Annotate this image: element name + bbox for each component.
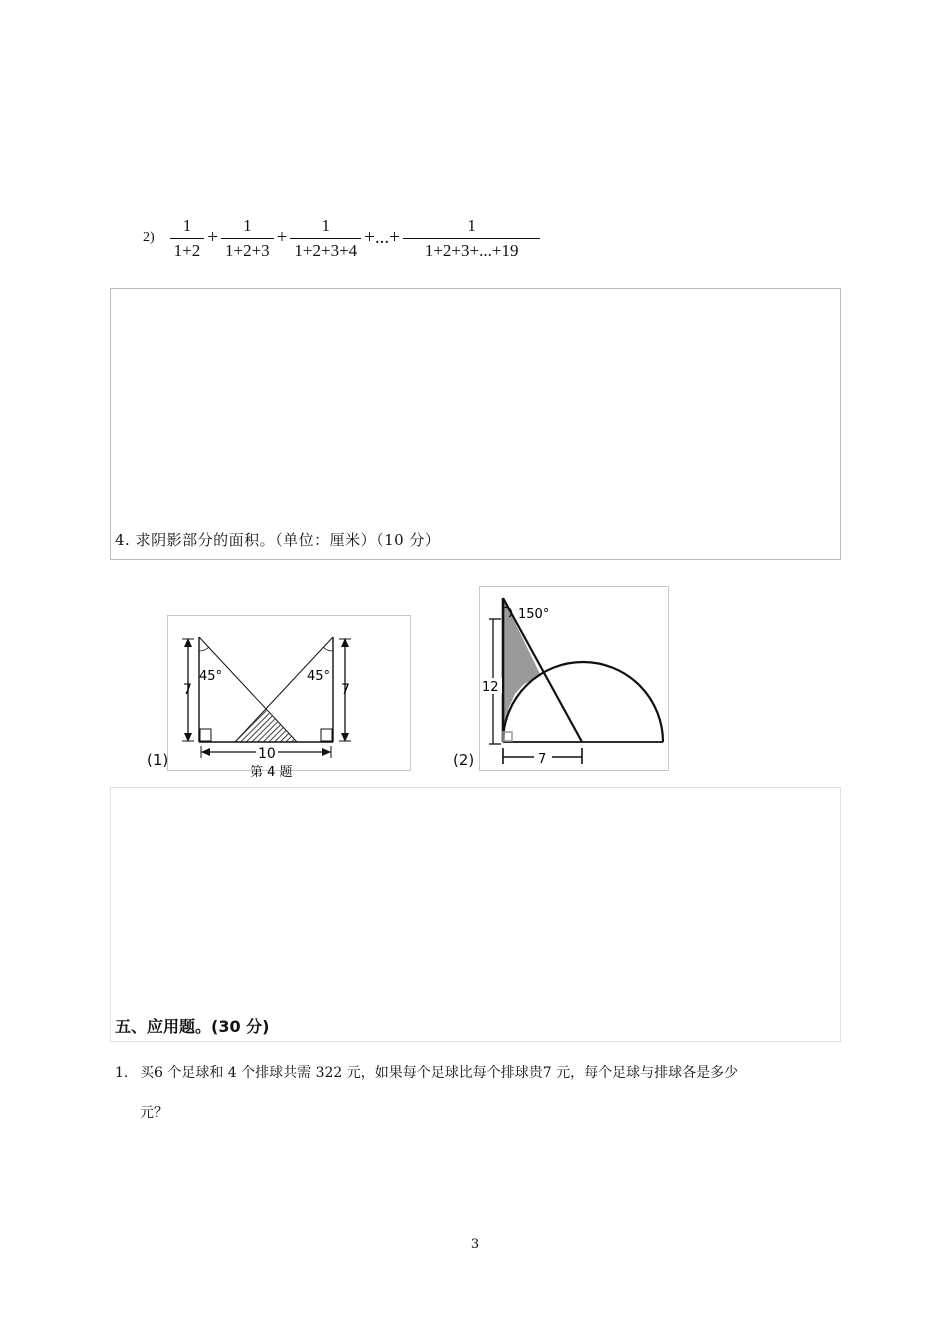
question-1-line2: 元？ xyxy=(140,1105,168,1121)
figure-2-label: (2) xyxy=(453,751,475,769)
answer-box-2[interactable] xyxy=(110,787,841,1042)
question-1-number: 1. xyxy=(115,1065,129,1081)
item-index: 2) xyxy=(143,230,155,245)
fraction-term-2: $\frac{1}{1+2+3}$ xyxy=(221,217,274,260)
height-label: 12 xyxy=(482,680,499,695)
question-1-line1: 买6 个足球和 4 个排球共需 322 元，如果每个足球比每个排球贵7 元，每个足球与排球各是多少 xyxy=(140,1065,739,1081)
figure-2 xyxy=(479,586,669,771)
base-label: 7 xyxy=(538,752,547,767)
plus-sign: + xyxy=(276,227,288,248)
figure-1-drawing xyxy=(168,616,410,780)
answer-box-1[interactable] xyxy=(110,288,841,560)
sum-expression xyxy=(143,208,541,268)
section-5-title: 五、应用题。(30 分) xyxy=(115,1017,270,1036)
question-1 xyxy=(115,1053,845,1133)
fraction-term-4: $\frac{1}{1+2+3+...+19}$ xyxy=(403,217,541,260)
figure-caption: 第 4 题 xyxy=(250,765,293,780)
figure-2-drawing xyxy=(480,587,668,770)
page-number: 3 xyxy=(470,1237,480,1252)
angle-label-right: 45° xyxy=(307,669,331,684)
fraction-term-3: $\frac{1}{1+2+3+4}$ xyxy=(290,217,361,260)
angle-label-left: 45° xyxy=(199,669,223,684)
question-4-text: 4. 求阴影部分的面积。（单位：厘米）（10 分） xyxy=(115,531,441,549)
ellipsis-sign: +...+ xyxy=(364,227,400,248)
figure-1-label: (1) xyxy=(147,751,169,769)
figure-1 xyxy=(167,615,411,780)
height-label-right: 7 xyxy=(341,682,350,698)
angle-label: 150° xyxy=(518,607,550,622)
fraction-term-1: $\frac{1}{1+2}$ xyxy=(170,217,205,260)
height-label-left: 7 xyxy=(183,682,192,698)
base-label: 10 xyxy=(258,746,276,762)
plus-sign: + xyxy=(207,227,218,248)
